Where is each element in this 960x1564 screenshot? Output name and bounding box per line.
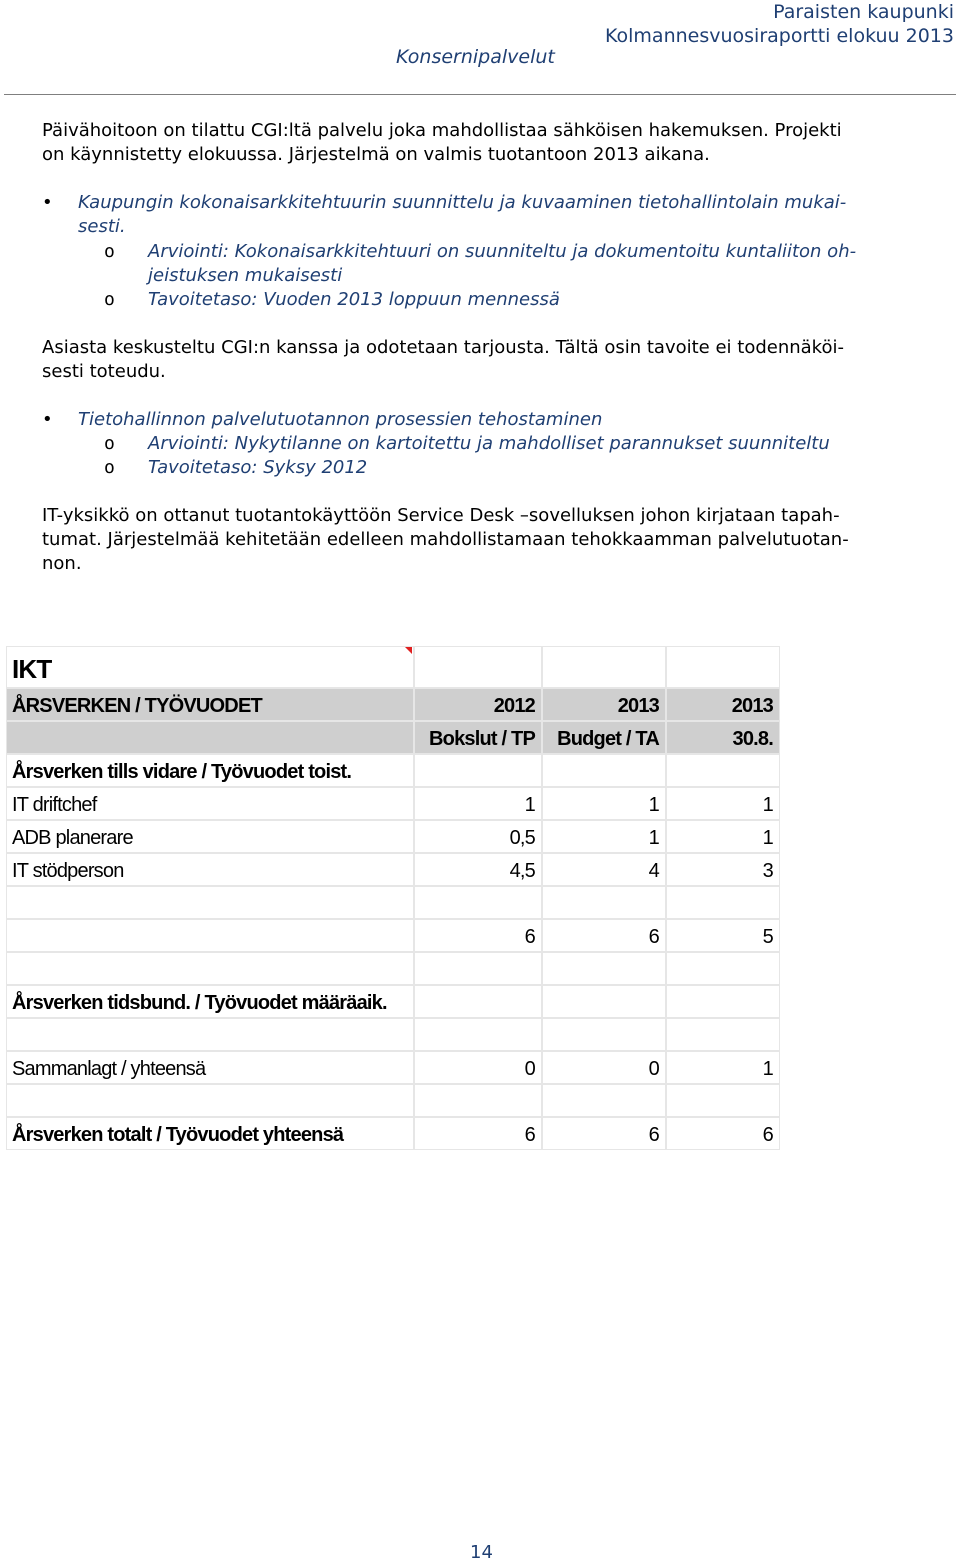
row-value: 1 <box>524 794 535 816</box>
grand-total-row <box>6 1117 780 1150</box>
report-title: Kolmannesvuosiraportti elokuu 2013 <box>605 25 954 47</box>
table-title-row <box>6 646 780 688</box>
goal-1-status: Asiasta keskusteltu CGI:n kanssa ja odotetaan tarjousta. Tältä osin tavoite ei todennäköi- sesti toteudu. <box>42 337 844 382</box>
goal-1-evaluation: o Arviointi: Kokonaisarkkitehtuuri on suunniteltu ja dokumentoitu kuntaliiton oh- jeistuksen mukaisesti <box>104 241 857 286</box>
row-label: IT stödperson <box>12 860 124 882</box>
table-empty-row <box>6 1018 780 1051</box>
col-year: 2013 <box>617 695 659 717</box>
col-type: Budget / TA <box>557 728 659 750</box>
intro-paragraph: Päivähoitoon on tilattu CGI:ltä palvelu joka mahdollistaa sähköisen hakemuksen. Projekti on käynnistetty elokuussa. Järjestelmä on valmis tuotantoon 2013 aikana. <box>42 120 842 165</box>
table-row <box>6 820 780 853</box>
row-value: 0,5 <box>509 827 535 849</box>
goal-2-title: Tietohallinnon palvelutuotannon prosessien tehostaminen <box>78 409 603 430</box>
table-empty-row <box>6 886 780 919</box>
perm-heading-row <box>6 754 780 787</box>
row-value: 1 <box>762 794 773 816</box>
goal-2-status: IT-yksikkö on ottanut tuotantokäyttöön Service Desk –sovelluksen johon kirjataan tapah- tumat. Järjestelmää kehitetään edelleen mahdollistamaan tehokkaamman palvelutuotan- non. <box>42 505 849 574</box>
report-header <box>605 0 954 48</box>
bullet-icon: • <box>42 409 53 430</box>
row-value: 1 <box>762 827 773 849</box>
goal-1-item <box>42 191 942 239</box>
section-title: Konsernipalvelut <box>396 46 555 68</box>
row-value: 1 <box>762 1058 773 1080</box>
col-year: 2012 <box>493 695 535 717</box>
table-title: IKT <box>12 654 52 684</box>
row-value: 0 <box>648 1058 659 1080</box>
goal-1-title: Kaupungin kokonaisarkkitehtuurin suunnittelu ja kuvaaminen tietohallintolain mukai- sesti. <box>78 192 847 237</box>
col-type: 30.8. <box>732 728 773 750</box>
row-label: ADB planerare <box>12 827 133 849</box>
perm-heading: Årsverken tills vidare / Työvuodet toist. <box>12 761 352 783</box>
row-value: 3 <box>762 860 773 882</box>
perm-total-row <box>6 919 780 952</box>
goal-2-evaluation: o Arviointi: Nykytilanne on kartoitettu ja mahdolliset parannukset suunniteltu <box>104 433 830 454</box>
table-header-row <box>6 721 780 754</box>
row-value: 1 <box>648 794 659 816</box>
header-divider <box>4 94 956 95</box>
row-label: Sammanlagt / yhteensä <box>12 1058 206 1080</box>
goal-2-item <box>42 408 942 432</box>
subtotal-value: 6 <box>648 926 659 948</box>
table-row <box>6 787 780 820</box>
row-value: 0 <box>524 1058 535 1080</box>
row-value: 4,5 <box>509 860 535 882</box>
temp-heading: Årsverken tidsbund. / Työvuodet määräaik. <box>12 992 387 1014</box>
table-empty-row <box>6 952 780 985</box>
col-year: 2013 <box>731 695 773 717</box>
org-name: Paraisten kaupunki <box>773 1 954 23</box>
row-label: IT driftchef <box>12 794 97 816</box>
sub-bullet-icon: o <box>104 241 115 262</box>
row-value: 1 <box>648 827 659 849</box>
bullet-icon: • <box>42 192 53 213</box>
sub-bullet-icon: o <box>104 433 115 454</box>
subtotal-value: 6 <box>524 926 535 948</box>
temp-heading-row <box>6 985 780 1018</box>
row-value: 6 <box>762 1124 773 1146</box>
row-value: 6 <box>648 1124 659 1146</box>
page-number: 14 <box>470 1542 493 1563</box>
row-label: Årsverken totalt / Työvuodet yhteensä <box>12 1124 344 1146</box>
subtotal-value: 5 <box>762 926 773 948</box>
goal-1-target: o Tavoitetaso: Vuoden 2013 loppuun mennessä <box>104 289 560 310</box>
table-row <box>6 853 780 886</box>
table-heading: ÅRSVERKEN / TYÖVUODET <box>12 695 262 717</box>
temp-total-row <box>6 1051 780 1084</box>
row-value: 6 <box>524 1124 535 1146</box>
goal-2-target: o Tavoitetaso: Syksy 2012 <box>104 457 368 478</box>
table-header-row <box>6 688 780 721</box>
row-value: 4 <box>648 860 659 882</box>
sub-bullet-icon: o <box>104 289 115 310</box>
sub-bullet-icon: o <box>104 457 115 478</box>
col-type: Bokslut / TP <box>429 728 535 750</box>
table-empty-row <box>6 1084 780 1117</box>
